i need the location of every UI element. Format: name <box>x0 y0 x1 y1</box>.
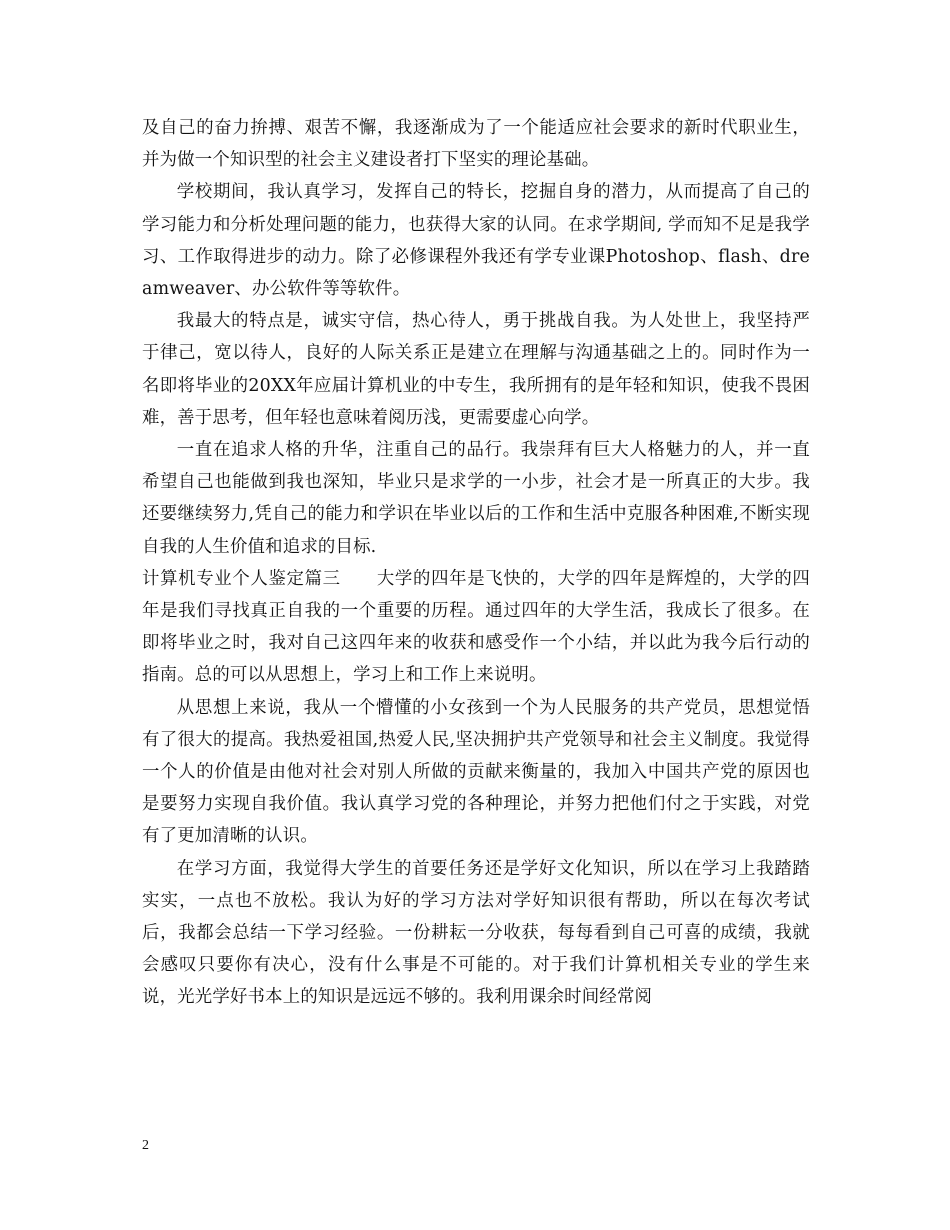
paragraph-1: 及自己的奋力拚搏、艰苦不懈，我逐渐成为了一个能适应社会要求的新时代职业生，并为做一个知识型的社会主义建设者打下坚实的理论基础。 <box>142 118 810 171</box>
paragraph-3: 我最大的特点是，诚实守信，热心待人，勇于挑战自我。为人处世上，我坚持严于律己，宽以待人，良好的人际关系正是建立在理解与沟通基础之上的。同时作为一名即将毕业的20XX年应届计算机业的中专生，我所拥有的是年轻和知识，使我不畏困难，善于思考，但年轻也意味着阅历浅，更需要虚心向学。 <box>142 311 810 428</box>
paragraph-7: 在学习方面，我觉得大学生的首要任务还是学好文化知识，所以在学习上我踏踏实实，一点也不放松。我认为好的学习方法对学好知识很有帮助，所以在每次考试后，我都会总结一下学习经验。一份耕耘一分收获，每每看到自己可喜的成绩，我就会感叹只要你有决心，没有什么事是不可能的。对于我们计算机相关专业的学生来说，光光学好书本上的知识是远远不够的。我利用课余时间经常阅 <box>142 858 810 1008</box>
page-number: 2 <box>142 1138 149 1153</box>
paragraph-2: 学校期间，我认真学习，发挥自己的特长，挖掘自身的潜力，从而提高了自己的学习能力和分析处理问题的能力，也获得大家的认同。在求学期间, 学而知不足是我学习、工作取得进步的动力。除了必修课程外我还有学专业课Photoshop、flash、dreamweaver、办公软件等等软件。 <box>142 182 810 300</box>
paragraph-4: 一直在追求人格的升华，注重自己的品行。我崇拜有巨大人格魅力的人，并一直希望自己也能做到我也深知，毕业只是求学的一小步，社会才是一所真正的大步。我还要继续努力,凭自己的能力和学识在毕业以后的工作和生活中克服各种困难,不断实现自我的人生价值和追求的目标. <box>142 440 810 557</box>
paragraph-5: 计算机专业个人鉴定篇三 大学的四年是飞快的，大学的四年是辉煌的，大学的四年是我们寻找真正自我的一个重要的历程。通过四年的大学生活，我成长了很多。在即将毕业之时，我对自己这四年来的收获和感受作一个小结，并以此为我今后行动的指南。总的可以从思想上，学习上和工作上来说明。 <box>142 568 810 686</box>
paragraph-6: 从思想上来说，我从一个懵懂的小女孩到一个为人民服务的共产党员，思想觉悟有了很大的提高。我热爱祖国,热爱人民,坚决拥护共产党领导和社会主义制度。我觉得一个人的价值是由他对社会对别人所做的贡献来衡量的，我加入中国共产党的原因也是要努力实现自我价值。我认真学习党的各种理论，并努力把他们付之于实践，对党有了更加清晰的认识。 <box>142 697 810 847</box>
document-body <box>142 112 810 1014</box>
